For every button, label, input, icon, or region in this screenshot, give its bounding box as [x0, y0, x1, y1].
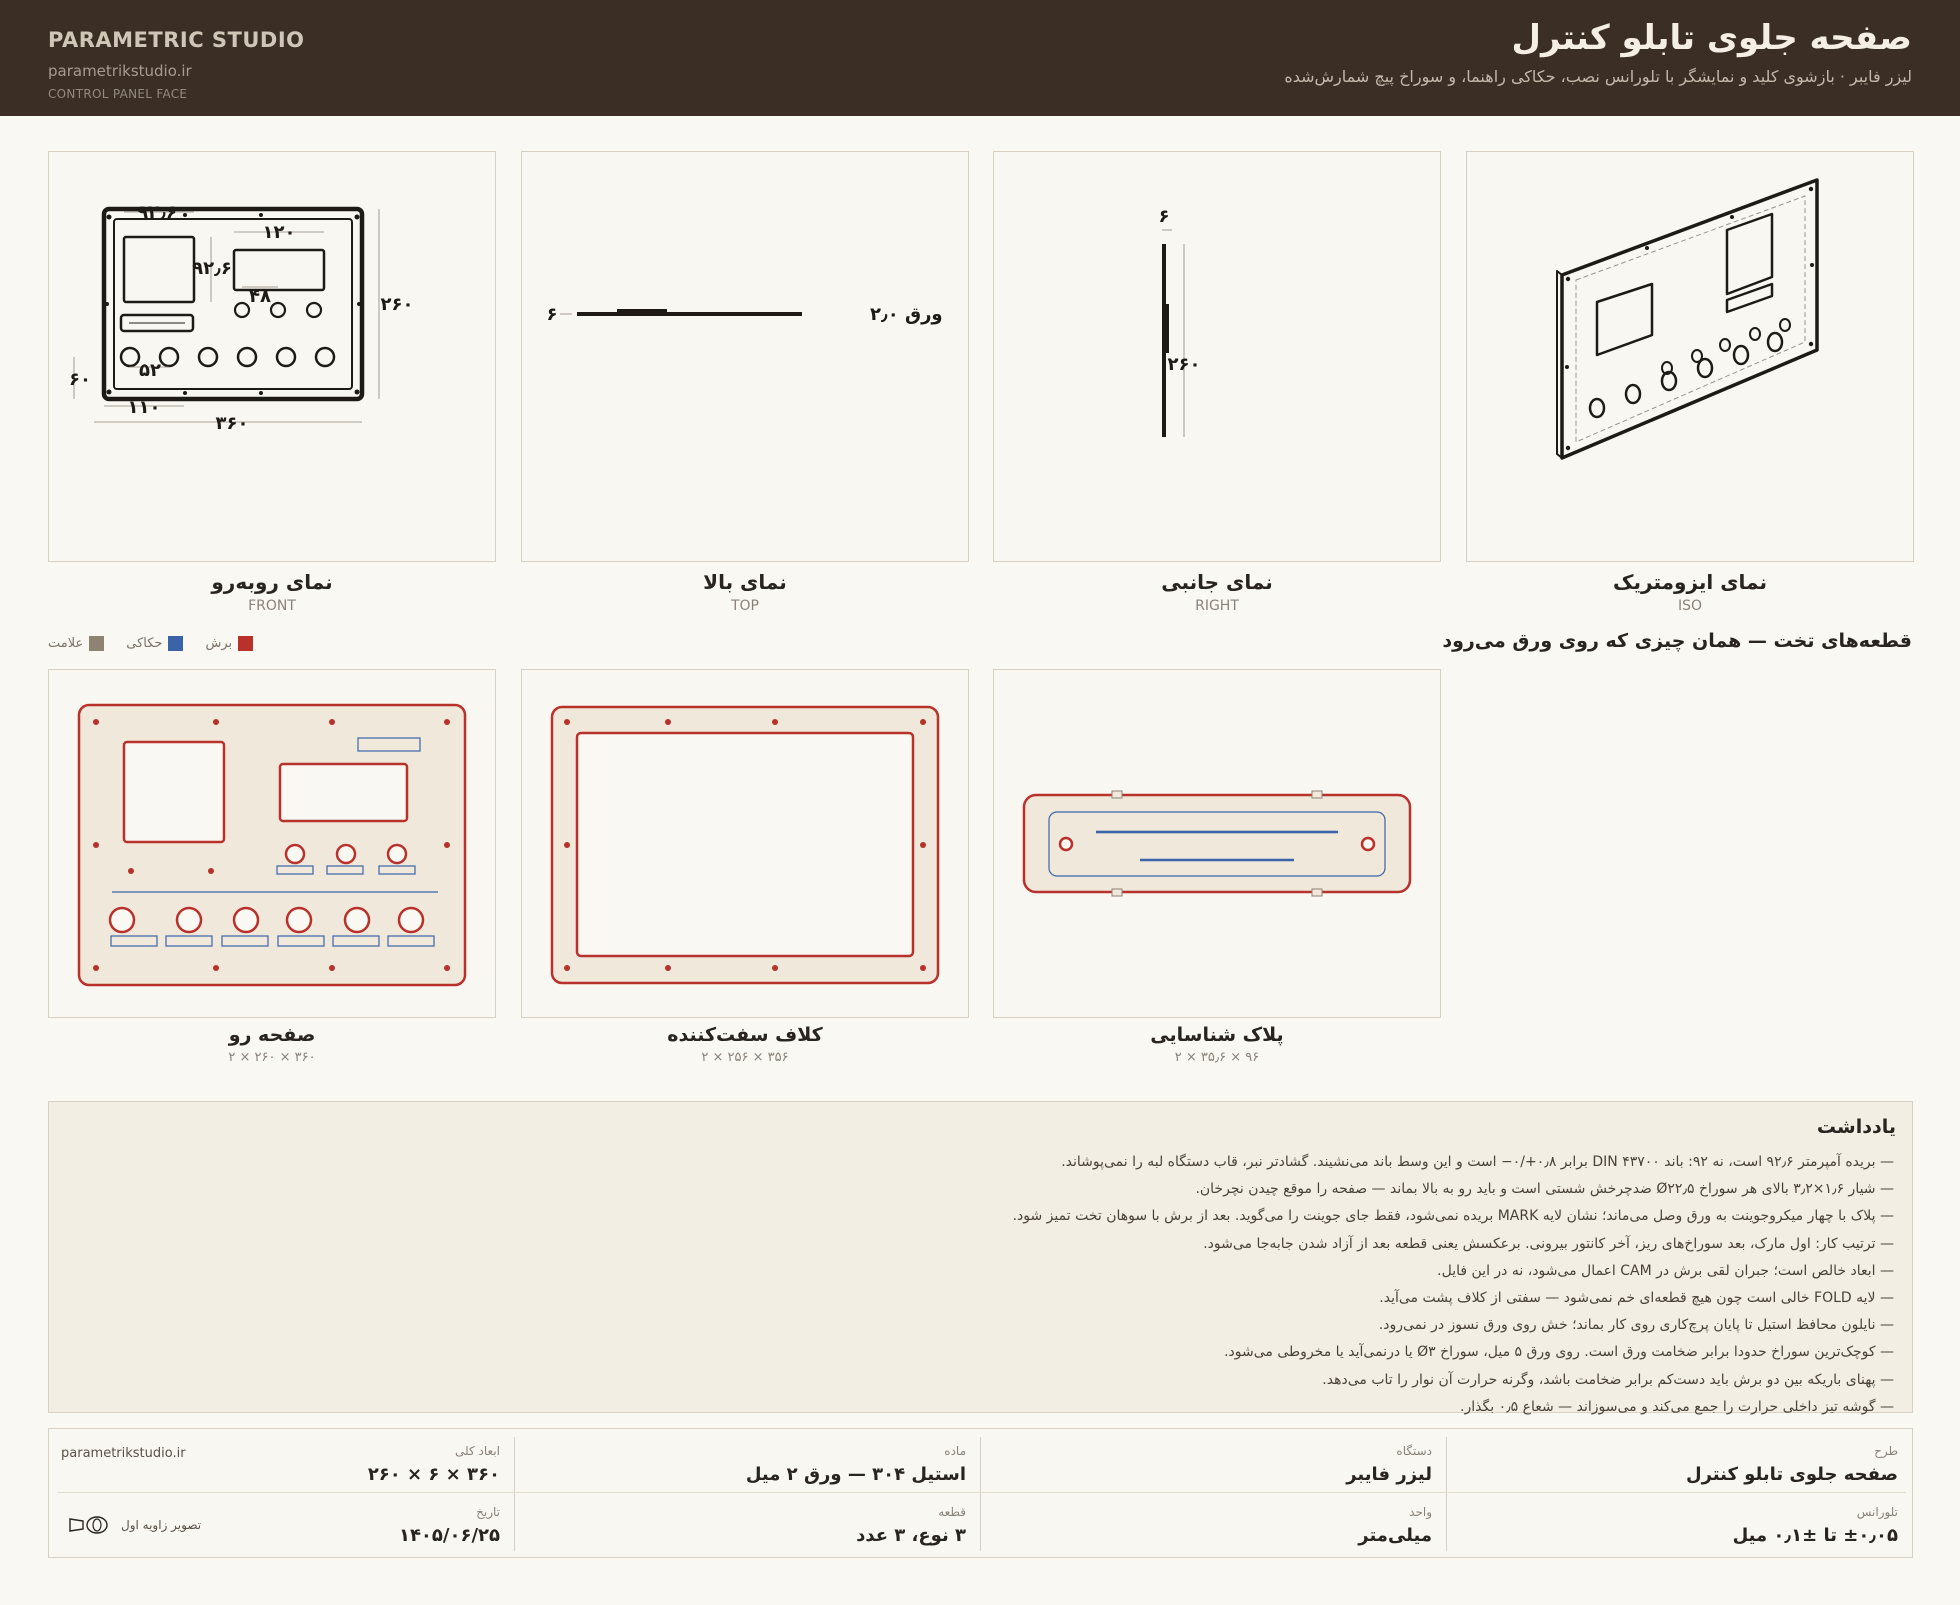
- top-view-label: TOP: [730, 598, 759, 614]
- dim-sheet-gauge: ورق ۲٫۰: [870, 304, 943, 325]
- part-stiffener-frame-title: کلاف سفت‌کننده: [667, 1024, 823, 1046]
- title-block-divider: [514, 1437, 515, 1551]
- legend-label-cut: برش: [205, 636, 233, 651]
- tb-material-value: استیل ۳۰۴ — ورق ۲ میل: [745, 1464, 966, 1485]
- part-face-plate-dims: ۳۶۰ × ۲۶۰ × ۲: [228, 1050, 316, 1065]
- part-nameplate-title: پلاک شناسایی: [1150, 1024, 1284, 1046]
- note-item: — کوچک‌ترین سوراخ حدودا برابر ضخامت ورق است. روی ورق ۵ میل، سوراخ Ø۳ یا درنمی‌آید یا مخروطی می‌شود.: [1224, 1344, 1894, 1361]
- part-face-plate-panel: [48, 669, 496, 1018]
- note-item: — ترتیب کار: اول مارک، بعد سوراخ‌های ریز، آخر کانتور بیرونی. برعکسش یعنی قطعه بعد از آزاد شدن جابه‌جا می‌شود.: [1203, 1235, 1894, 1252]
- iso-view-panel: [1466, 151, 1914, 562]
- brand-subtitle: CONTROL PANEL FACE: [48, 87, 188, 101]
- notes-list: [1013, 1149, 1894, 1421]
- tb-overall-label: ابعاد کلی: [455, 1444, 500, 1458]
- title-block-row-divider: [57, 1492, 1906, 1493]
- dim-side-height: ۲۶۰: [1167, 354, 1201, 375]
- notes-title: یادداشت: [1816, 1116, 1896, 1138]
- note-item: — شیار ۱٫۶×۳٫۲ بالای هر سوراخ Ø۲۲٫۵ ضدچرخش شستی است و باید رو به بالا بماند — صفحه را موقع چیدن نچرخان.: [1195, 1181, 1894, 1198]
- tb-date-label: تاریخ: [476, 1505, 500, 1519]
- first-angle-projection-icon: [67, 1514, 111, 1536]
- part-stiffener-frame-panel: [521, 669, 969, 1018]
- tb-parts-value: ۳ نوع، ۳ عدد: [856, 1525, 966, 1546]
- part-face-plate-title: صفحه رو: [228, 1024, 316, 1046]
- note-item: — پلاک با چهار میکروجوینت به ورق وصل می‌ماند؛ نشان لایه MARK بریده نمی‌شود، فقط جای جوینت را می‌گوید. بعد از برش با سوهان تخت تمیز شود.: [1012, 1208, 1894, 1225]
- tb-design-cell: [1686, 1444, 1898, 1485]
- part-stiffener-frame-drawing: [522, 670, 968, 1017]
- iso-view-title: نمای ایزومتریک: [1613, 570, 1767, 594]
- dim-top-thickness: ۶: [546, 304, 558, 325]
- top-view-panel: [521, 151, 969, 562]
- part-face-plate-drawing: [49, 670, 495, 1017]
- tb-unit-label: واحد: [1409, 1505, 1432, 1519]
- legend-item-engrave: [126, 636, 183, 651]
- dim-button-row-height: ۶۰: [69, 369, 91, 390]
- tb-date-value: ۱۴۰۵/۰۶/۲۵: [398, 1525, 500, 1546]
- legend-swatch-cut: [238, 636, 253, 651]
- tb-unit-cell: [1358, 1505, 1432, 1546]
- layer-legend: [48, 636, 253, 651]
- brand-name: PARAMETRIC STUDIO: [48, 28, 305, 52]
- part-nameplate-dims: ۹۶ × ۳۵٫۶ × ۲: [1174, 1050, 1260, 1065]
- tb-parts-label: قطعه: [938, 1505, 966, 1519]
- iso-view-label: ISO: [1677, 598, 1703, 614]
- dim-cutout-height: ۹۲٫۶: [192, 258, 232, 279]
- dim-button-pitch: ۵۲: [139, 360, 161, 381]
- tb-projection: [67, 1514, 201, 1536]
- legend-label-engrave: حکاکی: [126, 636, 163, 651]
- tb-tolerance-cell: [1733, 1505, 1898, 1546]
- dim-overall-width: ۳۶۰: [215, 413, 249, 434]
- legend-swatch-mark: [89, 636, 104, 651]
- side-view-label: RIGHT: [1195, 598, 1239, 614]
- side-view-title: نمای جانبی: [1161, 570, 1273, 594]
- legend-item-cut: [205, 636, 253, 651]
- note-item: — نایلون محافظ استیل تا پایان پرچ‌کاری روی کار بماند؛ خش روی ورق نسوز در نمی‌رود.: [1378, 1317, 1894, 1334]
- top-view-title: نمای بالا: [703, 570, 787, 594]
- top-view-drawing: [522, 152, 968, 561]
- tb-website[interactable]: parametrikstudio.ir: [61, 1446, 186, 1461]
- title-block-divider: [980, 1437, 981, 1551]
- tb-machine-label: دستگاه: [1396, 1444, 1432, 1458]
- tb-design-value: صفحه جلوی تابلو کنترل: [1685, 1464, 1898, 1485]
- front-view-drawing: [49, 152, 495, 561]
- flat-parts-section-title: قطعه‌های تخت — همان چیزی که روی ورق می‌رود: [1442, 630, 1912, 652]
- dim-overall-height: ۲۶۰: [380, 294, 414, 315]
- tb-tolerance-value: ±۰٫۰۵ تا ±۰٫۱ میل: [1732, 1525, 1898, 1546]
- tb-unit-value: میلی‌متر: [1358, 1525, 1432, 1546]
- note-item: — ابعاد خالص است؛ جبران لقی برش در CAM اعمال می‌شود، نه در این فایل.: [1437, 1262, 1894, 1279]
- title-block-divider: [1446, 1437, 1447, 1551]
- legend-label-mark: علامت: [48, 636, 84, 651]
- note-item: — پهنای باریکه بین دو برش باید دست‌کم برابر ضخامت باشد، وگرنه حرارت آن نوار را تاب می‌دهد.: [1322, 1371, 1894, 1388]
- note-item: — بریده آمپرمتر ۹۲٫۶ است، نه ۹۲: باند DIN ۴۳۷۰۰ برابر ۰٫۸+/۰− است و این وسط باند می‌نشیند. گشادتر نبر، قاب دستگاه لبه را نمی‌پوشاند.: [1061, 1154, 1894, 1170]
- notes-panel: [48, 1101, 1913, 1413]
- side-view-drawing: [994, 152, 1440, 561]
- tb-parts-cell: [856, 1505, 966, 1546]
- front-view-title: نمای روبه‌رو: [211, 570, 333, 594]
- tb-machine-value: لیزر فایبر: [1346, 1464, 1432, 1485]
- tb-date-cell: [399, 1505, 500, 1546]
- part-nameplate-drawing: [994, 670, 1440, 1017]
- page-title: صفحه جلوی تابلو کنترل: [1511, 18, 1912, 58]
- front-view-label: FRONT: [248, 598, 296, 614]
- dim-cutout-width: ۹۲٫۶: [137, 202, 177, 223]
- tb-machine-cell: [1346, 1444, 1432, 1485]
- note-item: — لایه FOLD خالی است چون هیچ قطعه‌ای خم نمی‌شود — سفتی از کلاف پشت می‌آید.: [1379, 1290, 1894, 1307]
- legend-swatch-engrave: [168, 636, 183, 651]
- tb-overall-value: ۳۶۰ × ۶ × ۲۶۰: [367, 1464, 500, 1485]
- tb-overall-cell: [368, 1444, 500, 1485]
- note-item: — گوشه تیز داخلی حرارت را جمع می‌کند و می‌سوزاند — شعاع ۰٫۵ بگذار.: [1460, 1398, 1894, 1415]
- front-view-panel: [48, 151, 496, 562]
- legend-item-mark: [48, 636, 104, 651]
- tb-design-label: طرح: [1874, 1444, 1898, 1458]
- tb-material-cell: [746, 1444, 966, 1485]
- side-view-panel: [993, 151, 1441, 562]
- brand-url[interactable]: parametrikstudio.ir: [48, 62, 192, 80]
- dim-side-thickness: ۶: [1158, 206, 1170, 227]
- part-nameplate-panel: [993, 669, 1441, 1018]
- part-stiffener-frame-dims: ۳۵۶ × ۲۵۶ × ۲: [701, 1050, 789, 1065]
- iso-view-drawing: [1467, 152, 1913, 561]
- page-subtitle: لیزر فایبر · بازشوی کلید و نمایشگر با تلورانس نصب، حکاکی راهنما، و سوراخ پیچ شمارش‌شده: [1284, 67, 1912, 86]
- tb-material-label: ماده: [944, 1444, 966, 1458]
- dim-left-offset: ۱۱۰: [127, 397, 161, 418]
- dim-led-spacing: ۴۸: [249, 286, 271, 307]
- tb-projection-label: تصویر زاویه اول: [121, 1518, 202, 1532]
- title-block: [48, 1428, 1913, 1558]
- tb-tolerance-label: تلورانس: [1856, 1505, 1898, 1519]
- dim-display-width: ۱۲۰: [262, 222, 296, 243]
